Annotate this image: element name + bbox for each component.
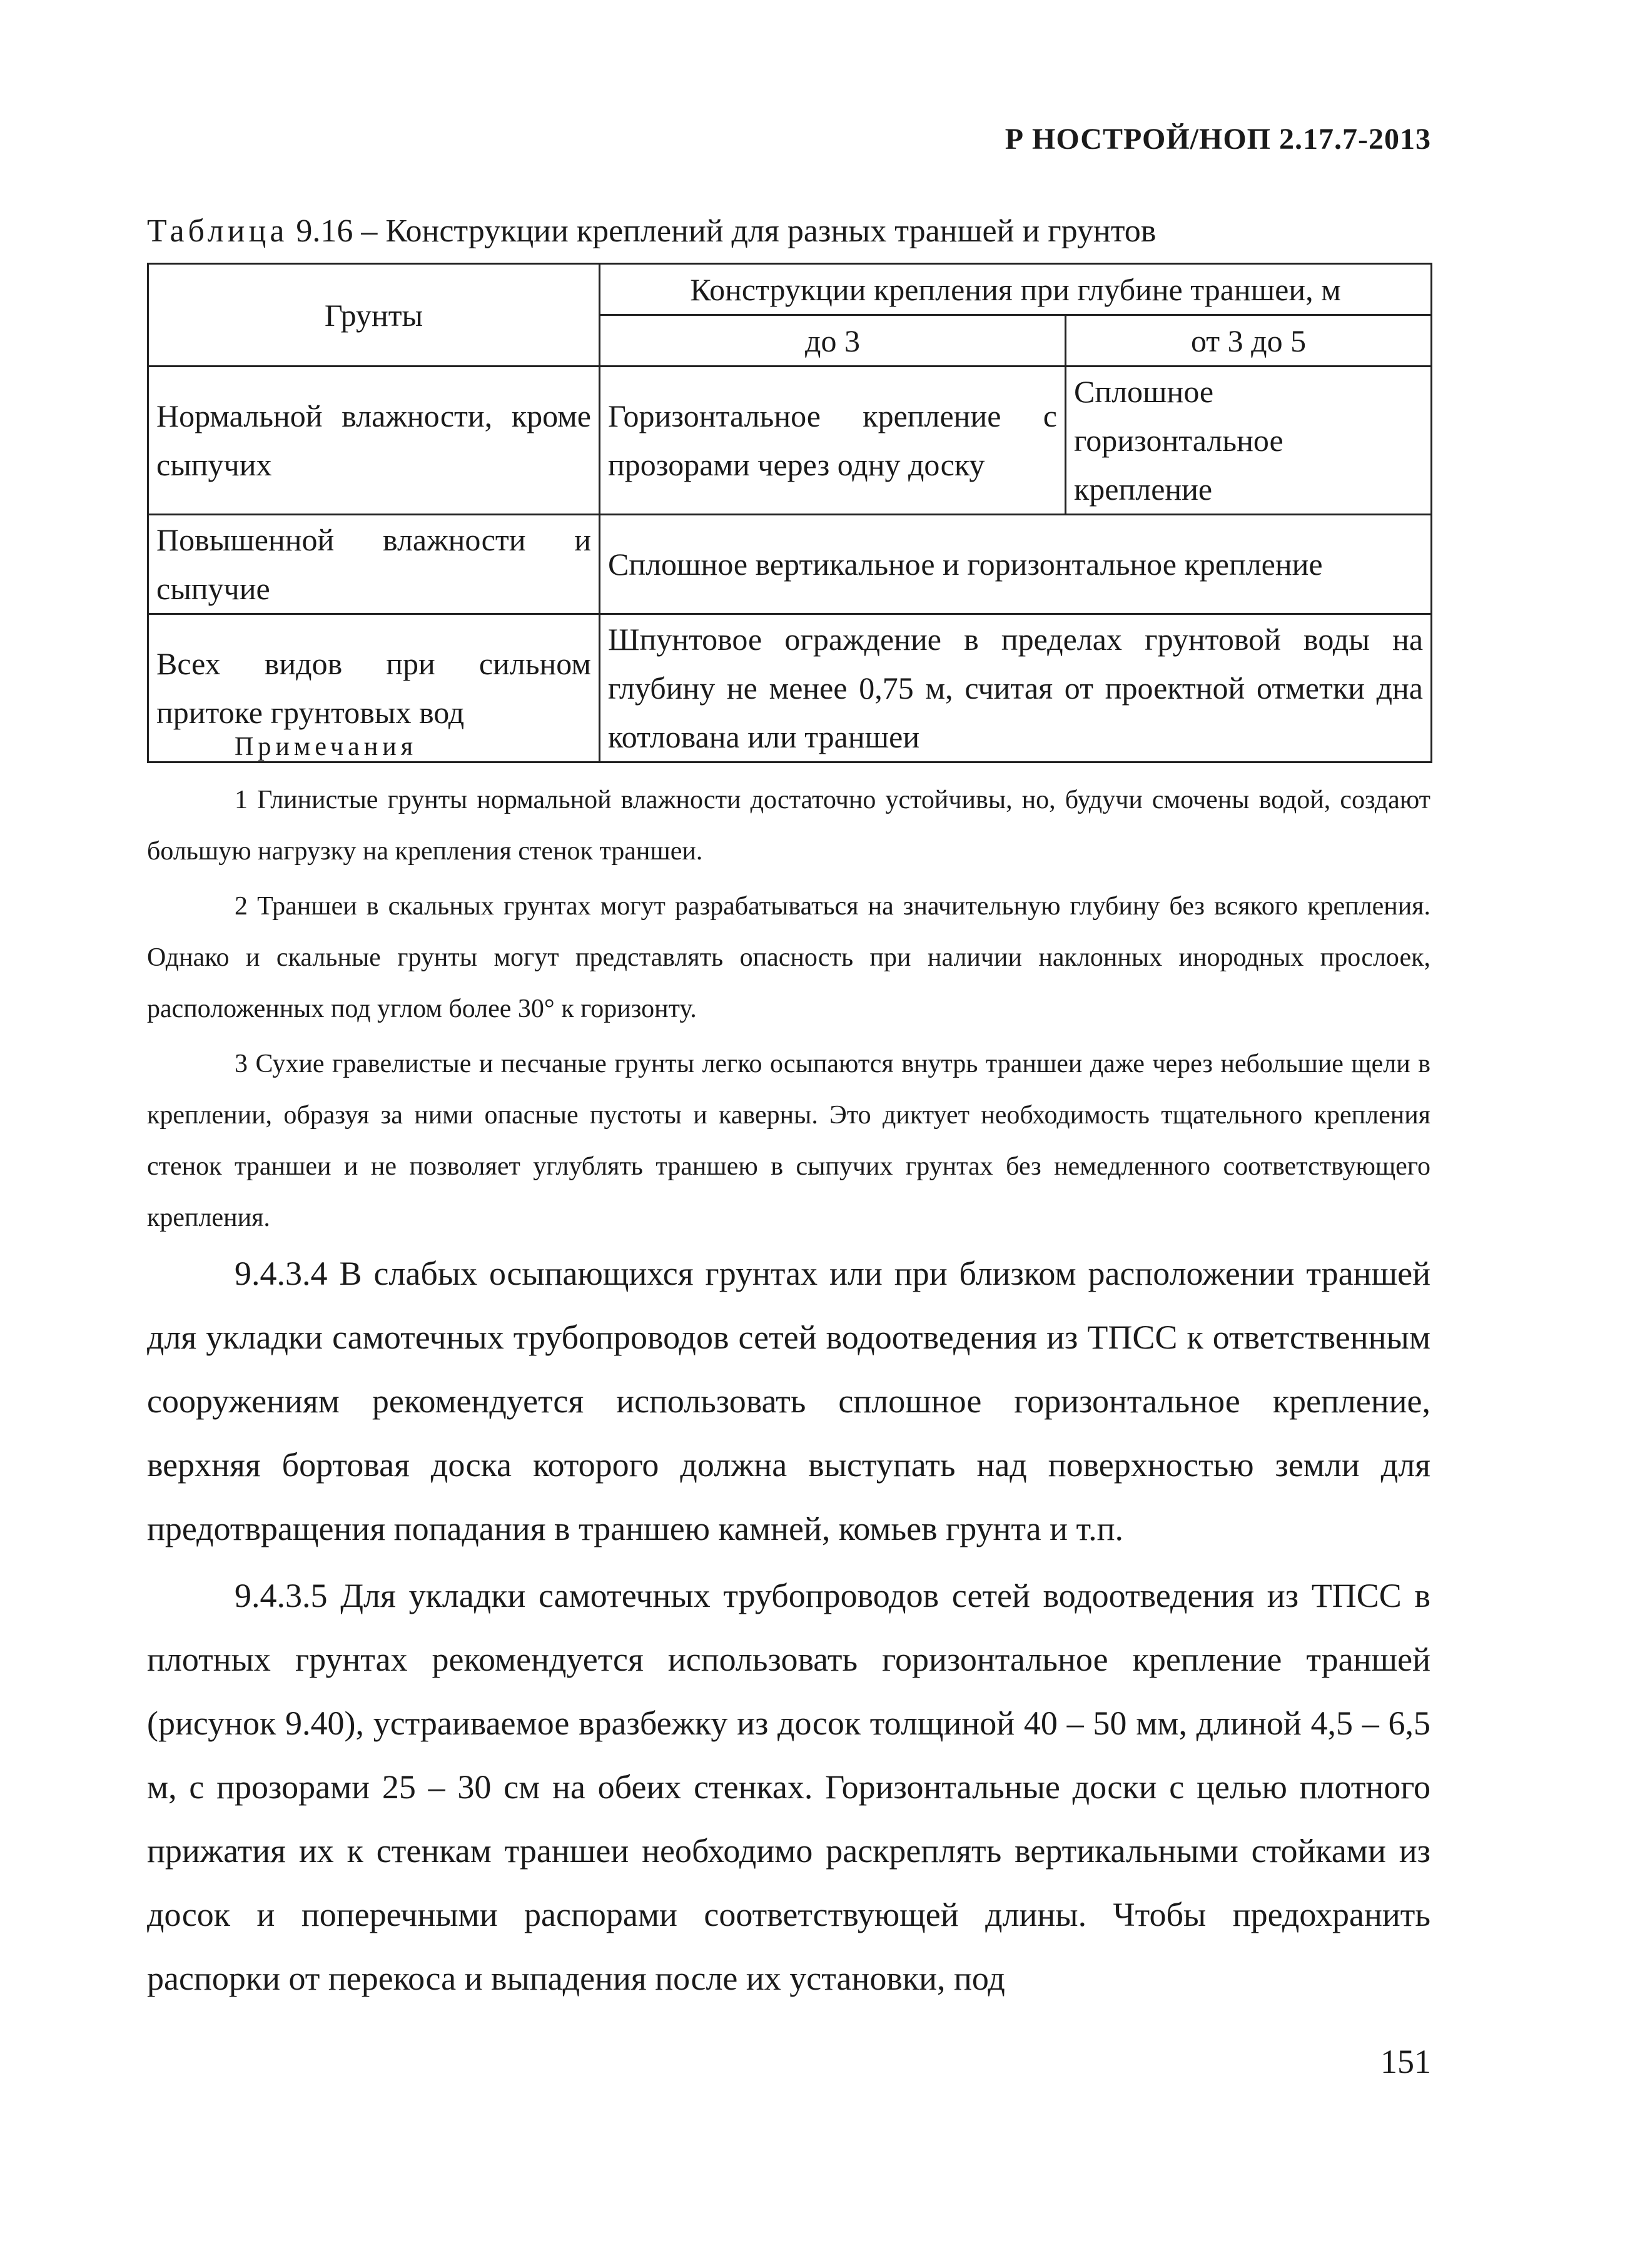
header-soil: Грунты <box>148 264 600 367</box>
cell-soil: Всех видов при сильном притоке грунтовых вод <box>148 614 600 762</box>
cell-construction-merged: Шпунтовое ограждение в пределах грунтовой воды на глубину не менее 0,75 м, считая от проектной отметки дна котлована или траншеи <box>600 614 1432 762</box>
cell-soil: Нормальной влажности, кроме сыпучих <box>148 367 600 515</box>
cell-construction-merged: Сплошное вертикальное и горизонтальное крепление <box>600 515 1432 614</box>
cell-depth-3-to-5: Сплошное горизонтальное крепление <box>1066 367 1432 515</box>
table-row <box>148 367 1432 515</box>
header-construction: Конструкции крепления при глубине траншеи, м <box>600 264 1432 315</box>
fastening-table <box>147 263 1432 763</box>
header-depth-upto-3: до 3 <box>600 315 1066 367</box>
paragraph-9-4-3-4: 9.4.3.4 В слабых осыпающихся грунтах или при близком расположении траншей для укладки самотечных трубопроводов сетей водоотведения из ТПСС к ответственным сооружениям рекомендуется использовать сплошное горизонтальное крепление, верхняя бортовая доска которого должна выступать над поверхностью земли для предотвращения попадания в траншею камней, комьев грунта и т.п. <box>147 1255 1430 1547</box>
table-row <box>148 515 1432 614</box>
table-caption <box>147 213 1156 250</box>
table-caption-label: Таблица <box>147 213 288 249</box>
notes-title: Примечания <box>235 732 418 761</box>
note-item: 2 Траншеи в скальных грунтах могут разрабатываться на значительную глубину без всякого крепления. Однако и скальные грунты могут представлять опасность при наличии наклонных инородных прослоек, расположенных под углом более 30° к горизонту. <box>147 892 1430 1023</box>
note-item: 3 Сухие гравелистые и песчаные грунты легко осыпаются внутрь траншеи даже через небольшие щели в креплении, образуя за ними опасные пустоты и каверны. Это диктует необходимость тщательного крепления стенок траншеи и не позволяет углублять траншею в сыпучих грунтах без немедленного соответствующего крепления. <box>147 1050 1430 1232</box>
paragraph-9-4-3-5: 9.4.3.5 Для укладки самотечных трубопроводов сетей водоотведения из ТПСС в плотных грунтах рекомендуется использовать горизонтальное крепление траншей (рисунок 9.40), устраиваемое вразбежку из досок толщиной 40 – 50 мм, длиной 4,5 – 6,5 м, с прозорами 25 – 30 см на обеих стенках. Горизонтальные доски с целью плотного прижатия их к стенкам траншеи необходимо раскреплять вертикальными стойками из досок и поперечными распорами соответствующей длины. Чтобы предохранить распорки от перекоса и выпадения после их установки, под <box>147 1577 1430 1997</box>
header-depth-3-to-5: от 3 до 5 <box>1066 315 1432 367</box>
note-item: 1 Глинистые грунты нормальной влажности достаточно устойчивы, но, будучи смочены водой, создают большую нагрузку на крепления стенок траншеи. <box>147 786 1430 866</box>
page-number: 151 <box>1380 2043 1431 2080</box>
document-code-header: Р НОСТРОЙ/НОП 2.17.7-2013 <box>1005 123 1431 156</box>
cell-depth-upto-3: Горизонтальное крепление с прозорами через одну доску <box>600 367 1066 515</box>
cell-soil: Повышенной влажности и сыпучие <box>148 515 600 614</box>
table-caption-text: 9.16 – Конструкции креплений для разных траншей и грунтов <box>288 213 1157 249</box>
